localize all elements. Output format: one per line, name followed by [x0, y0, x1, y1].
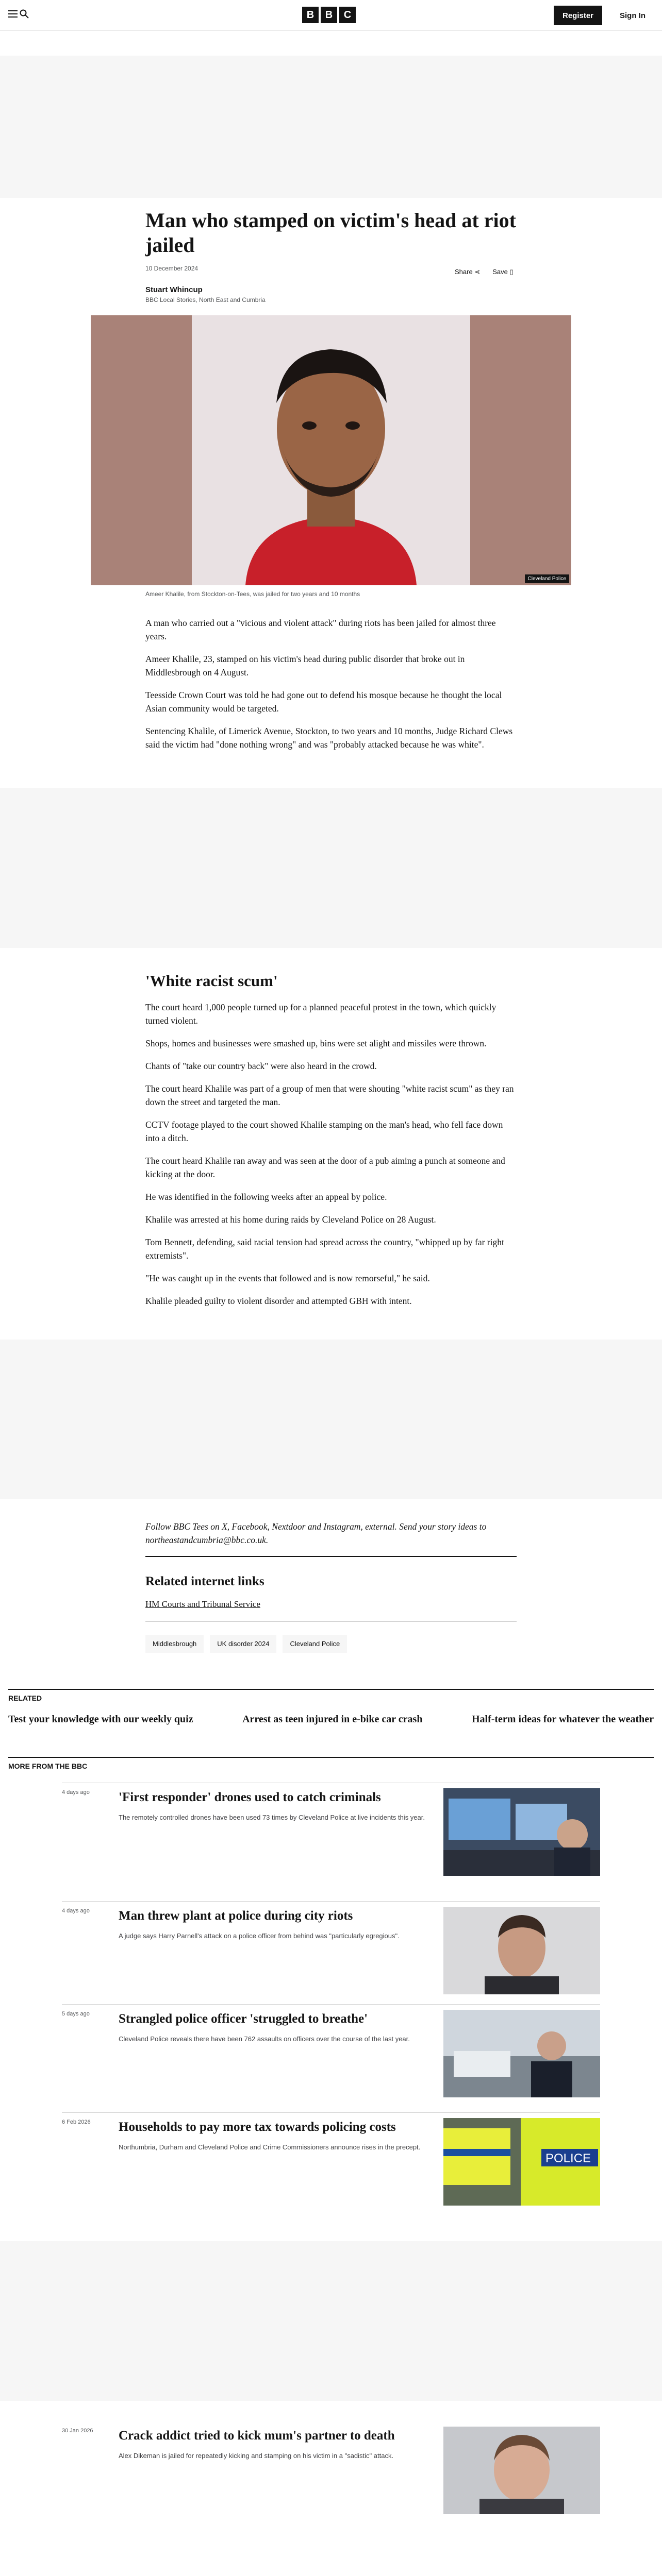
paragraph: CCTV footage played to the court showed Khalile stamping on the man's head, who fell face down into a ditch. [145, 1120, 503, 1143]
signin-button[interactable]: Sign In [620, 11, 646, 20]
related-link[interactable]: HM Courts and Tribunal Service [145, 1599, 260, 1609]
paragraph: Khalile was arrested at his home during raids by Cleveland Police on 28 August. [145, 1214, 436, 1225]
story-time: 6 Feb 2026 [62, 2119, 91, 2125]
ad-slot [0, 788, 662, 948]
author-role: BBC Local Stories, North East and Cumbria [145, 296, 266, 303]
image-credit: Cleveland Police [525, 574, 570, 583]
story-headline[interactable]: Crack addict tried to kick mum's partner to death [119, 2429, 395, 2443]
site-header [0, 0, 662, 31]
share-label: Share [455, 268, 473, 276]
bookmark-icon: ▯ [509, 268, 514, 276]
ad-slot [0, 56, 662, 198]
story-headline[interactable]: Strangled police officer 'struggled to breathe' [119, 2012, 368, 2026]
divider [145, 1556, 517, 1557]
story-card[interactable] [62, 2112, 600, 2215]
share-bar [455, 268, 514, 276]
menu-button[interactable] [8, 9, 29, 19]
topic-tag[interactable]: UK disorder 2024 [210, 1635, 276, 1653]
more-section [8, 1757, 654, 1770]
story-card[interactable] [62, 2421, 600, 2524]
story-summary: Northumbria, Durham and Cleveland Police and Crime Commissioners announce rises in the precept. [119, 2143, 421, 2151]
story-headline[interactable]: Households to pay more tax towards policing costs [119, 2120, 396, 2134]
story-summary: Cleveland Police reveals there have been 762 assaults on officers over the course of the last year. [119, 2035, 410, 2043]
ad-slot [0, 2241, 662, 2401]
more-heading: MORE FROM THE BBC [8, 1757, 654, 1770]
story-card[interactable] [62, 1783, 600, 1886]
paragraph: "He was caught up in the events that followed and is now remorseful," he said. [145, 1273, 430, 1283]
svg-text:POLICE: POLICE [545, 2151, 591, 2165]
related-section [8, 1689, 654, 1725]
story-card[interactable] [62, 1901, 600, 2004]
follow-note: Follow BBC Tees on X, Facebook, Nextdoor and Instagram, external. Send your story ideas to northeastandcumbria@bbc.co.uk. [145, 1521, 487, 1545]
story-summary: The remotely controlled drones have been used 73 times by Cleveland Police at live incidents this year. [119, 1814, 425, 1821]
paragraph: Sentencing Khalile, of Limerick Avenue, Stockton, to two years and 10 months, Judge Richard Clews said the victim had "done nothing wrong" and was "probably attacked because he was white". [145, 726, 513, 750]
paragraph: Shops, homes and businesses were smashed up, bins were set alight and missiles were thrown. [145, 1038, 487, 1048]
image-caption: Ameer Khalile, from Stockton-on-Tees, was jailed for two years and 10 months [145, 590, 360, 598]
story-headline[interactable]: 'First responder' drones used to catch criminals [119, 1790, 381, 1804]
logo-letter: B [302, 7, 319, 23]
save-button[interactable] [492, 268, 513, 276]
logo-letter: C [339, 7, 356, 23]
related-item[interactable]: Test your knowledge with our weekly quiz [8, 1714, 193, 1725]
section-subheading: 'White racist scum' [145, 972, 278, 990]
paragraph: Tom Bennett, defending, said racial tension had spread across the country, "whipped up by far right extremists". [145, 1237, 504, 1261]
story-image [443, 2010, 600, 2097]
menu-icon [8, 10, 18, 18]
register-button[interactable]: Register [554, 6, 602, 25]
author-name: Stuart Whincup [145, 285, 203, 294]
story-image [443, 2118, 600, 2206]
page-title: Man who stamped on victim's head at riot jailed [145, 209, 516, 257]
search-icon[interactable] [20, 9, 29, 19]
story-time: 4 days ago [62, 1908, 90, 1914]
paragraph: The court heard Khalile ran away and was seen at the door of a pub aiming a punch at someone and kicking at the door. [145, 1156, 505, 1179]
paragraph: The court heard 1,000 people turned up for a planned peaceful protest in the town, which quickly turned violent. [145, 1002, 496, 1026]
story-image [443, 2427, 600, 2514]
story-time: 5 days ago [62, 2011, 90, 2017]
paragraph: A man who carried out a "vicious and violent attack" during riots has been jailed for almost three years. [145, 618, 496, 641]
paragraph: Khalile pleaded guilty to violent disorder and attempted GBH with intent. [145, 1296, 412, 1306]
story-image [443, 1788, 600, 1876]
article-body-2 [145, 972, 517, 1317]
save-label: Save [492, 268, 508, 276]
ad-slot [0, 1340, 662, 1499]
share-button[interactable] [455, 268, 480, 276]
story-summary: Alex Dikeman is jailed for repeatedly kicking and stamping on his victim in a "sadistic" attack. [119, 2452, 394, 2460]
story-time: 30 Jan 2026 [62, 2428, 93, 2434]
hero-image [91, 315, 571, 585]
paragraph: Chants of "take our country back" were also heard in the crowd. [145, 1061, 377, 1071]
paragraph: He was identified in the following weeks after an appeal by police. [145, 1192, 387, 1202]
related-item[interactable]: Arrest as teen injured in e-bike car crash [242, 1714, 423, 1725]
story-image [443, 1907, 600, 1994]
article-date: 10 December 2024 [145, 265, 198, 272]
story-time: 4 days ago [62, 1789, 90, 1795]
paragraph: Teesside Crown Court was told he had gone out to defend his mosque because he thought the local Asian community would be targeted. [145, 690, 502, 714]
topic-tags [145, 1635, 517, 1653]
logo-letter: B [321, 7, 337, 23]
story-headline[interactable]: Man threw plant at police during city riots [119, 1909, 353, 1923]
topic-tag[interactable]: Middlesbrough [145, 1635, 204, 1653]
story-card[interactable] [62, 2004, 600, 2107]
article-body-1 [145, 590, 517, 760]
article-footer [145, 1520, 517, 1653]
mugshot-illustration [91, 315, 571, 585]
paragraph: The court heard Khalile was part of a group of men that were shouting "white racist scum" as they ran down the street and targeted the man. [145, 1083, 514, 1107]
related-item[interactable]: Half-term ideas for whatever the weather [471, 1714, 654, 1725]
related-heading: RELATED [8, 1689, 654, 1702]
story-summary: A judge says Harry Parnell's attack on a police officer from behind was "particularly egregious". [119, 1932, 400, 1940]
bbc-logo[interactable] [302, 7, 356, 23]
paragraph: Ameer Khalile, 23, stamped on his victim's head during public disorder that broke out in Middlesbrough on 4 August. [145, 654, 465, 677]
related-links-title: Related internet links [145, 1574, 264, 1588]
share-icon: ⋖ [474, 268, 481, 276]
topic-tag[interactable]: Cleveland Police [283, 1635, 347, 1653]
article-header [145, 208, 517, 303]
